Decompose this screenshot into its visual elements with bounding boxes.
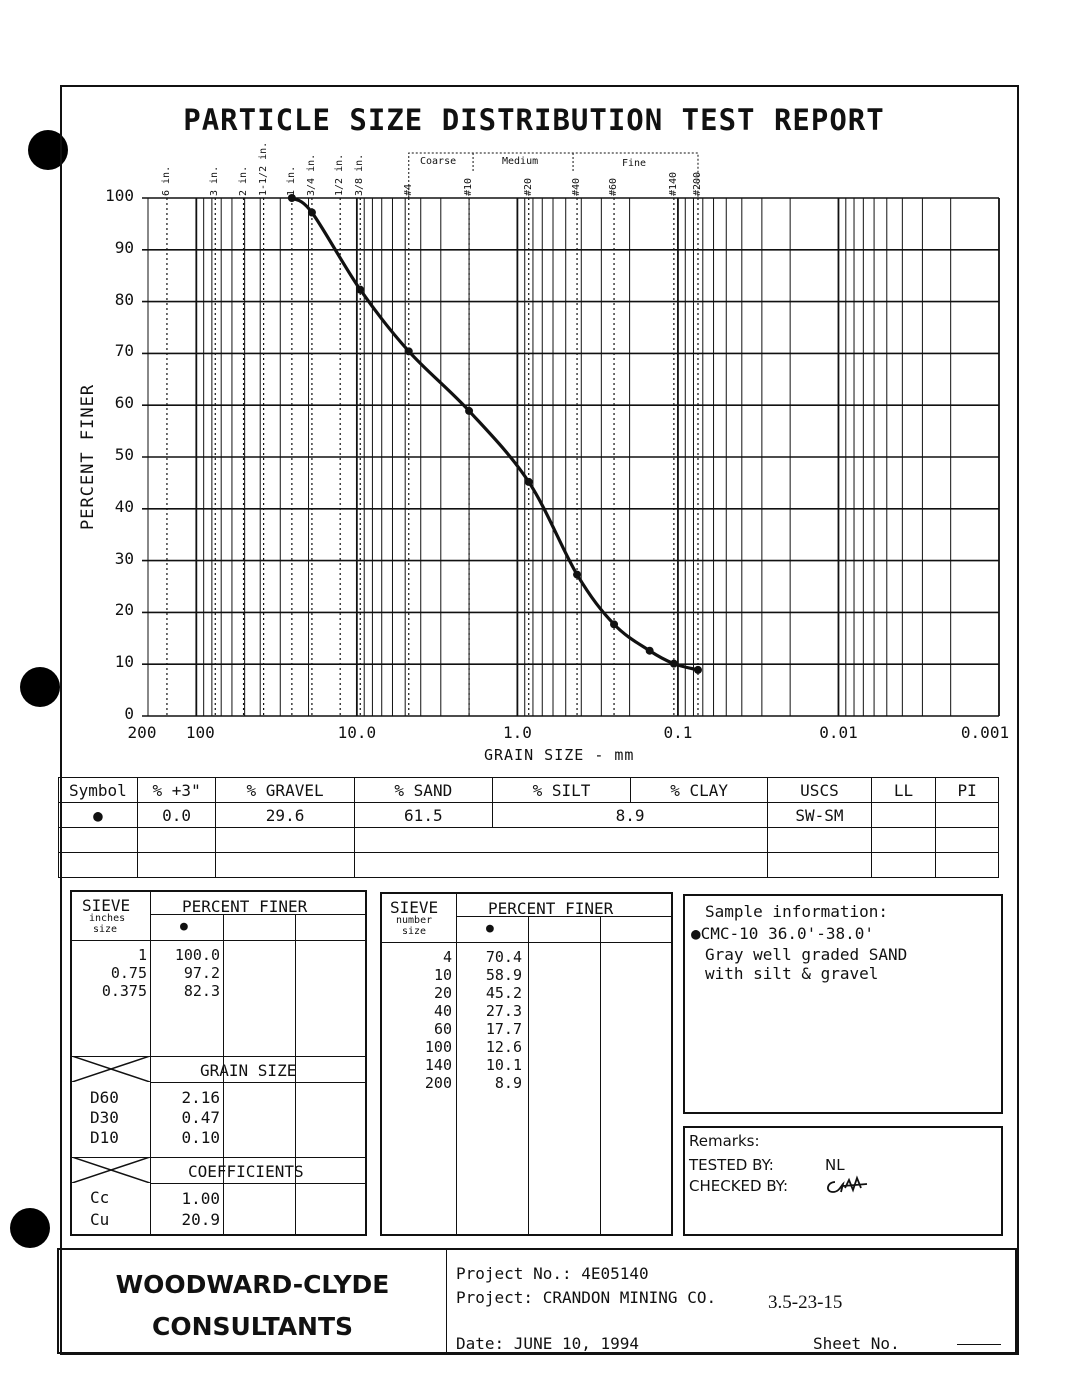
summary-empty-row <box>59 853 999 878</box>
sample-description-1: Gray well graded SAND <box>705 945 908 964</box>
summary-data-row <box>59 803 999 828</box>
sieve-subheader: number <box>396 915 433 926</box>
data-point <box>694 666 702 674</box>
number-percent-finer: 70.4 58.9 45.2 27.3 17.7 12.6 10.1 8.9 <box>485 948 522 1092</box>
sieve-label: #4 <box>402 183 414 196</box>
sieve-label: 3/4 in. <box>305 153 317 196</box>
sand-zone-coarse: Coarse <box>420 156 457 167</box>
summary-empty-row <box>59 828 999 853</box>
data-point <box>405 347 413 355</box>
sieve-subheader-size: size <box>93 924 118 935</box>
x-tick-label: 0.001 <box>960 723 1010 742</box>
sample-description-2: with silt & gravel <box>705 964 879 983</box>
x-tick-label: 200 <box>127 723 157 742</box>
coefficients-header: COEFFICIENTS <box>188 1162 304 1181</box>
data-point <box>356 286 364 294</box>
y-tick-label: 70 <box>114 341 134 361</box>
row-gravel: 29.6 <box>216 803 354 828</box>
sieve-label: #140 <box>667 171 679 196</box>
x-axis-label: GRAIN SIZE - mm <box>484 746 635 764</box>
series-symbol: ● <box>180 919 188 934</box>
percent-finer-header: PERCENT FINER <box>182 897 308 916</box>
x-tick-label: 1.0 <box>502 723 532 742</box>
y-tick-label: 30 <box>114 548 134 568</box>
sieve-header: SIEVE <box>82 896 131 915</box>
d10-label: D10 <box>90 1128 119 1147</box>
row-sand: 61.5 <box>354 803 492 828</box>
sieve-header: SIEVE <box>390 898 439 917</box>
company-name-line1: WOODWARD-CLYDE <box>115 1270 390 1299</box>
header-sand: % SAND <box>354 778 492 803</box>
inch-sizes: 1 0.75 0.375 <box>101 946 147 1000</box>
x-tick-label: 100 <box>185 723 215 742</box>
checked-by-label: CHECKED BY: <box>689 1177 789 1195</box>
report-date: Date: JUNE 10, 1994 <box>456 1334 640 1353</box>
sieve-label: 1/2 in. <box>334 153 346 196</box>
row-pi <box>936 803 999 828</box>
y-tick-label: 100 <box>105 186 134 205</box>
data-point <box>670 660 678 668</box>
sieve-label: 6 in. <box>160 165 172 196</box>
header-symbol: Symbol <box>59 778 138 803</box>
d30-label: D30 <box>90 1108 119 1127</box>
y-tick-label: 60 <box>114 393 134 413</box>
sieve-label: #10 <box>463 177 475 196</box>
sand-zone-fine: Fine <box>622 158 647 169</box>
company-name-line2: CONSULTANTS <box>151 1312 354 1341</box>
sieve-label: 1 in. <box>285 165 297 196</box>
project-name: Project: CRANDON MINING CO. <box>456 1288 717 1307</box>
sieve-inches-panel <box>70 890 367 1236</box>
report-title: PARTICLE SIZE DISTRIBUTION TEST REPORT <box>183 103 885 137</box>
y-tick-label: 80 <box>114 289 134 309</box>
y-tick-label: 0 <box>124 704 134 723</box>
number-sizes: 4 10 20 40 60 100 140 200 <box>424 948 452 1092</box>
summary-header-row <box>59 778 999 803</box>
cross-box-coef <box>72 1157 150 1183</box>
handwritten-reference: 3.5-23-15 <box>768 1292 843 1313</box>
tested-by-value: NL <box>825 1156 845 1174</box>
data-point <box>525 478 533 486</box>
header-clay: % CLAY <box>631 778 768 803</box>
y-tick-label: 20 <box>114 600 134 620</box>
sieve-number-panel <box>380 892 673 1236</box>
sheet-number-line <box>957 1344 1001 1345</box>
sieve-label: 3/8 in. <box>354 153 366 196</box>
row-symbol: ● <box>59 803 138 828</box>
header-silt: % SILT <box>492 778 630 803</box>
header-plus3: % +3" <box>137 778 216 803</box>
y-tick-label: 10 <box>114 652 134 672</box>
x-tick-label: 0.01 <box>819 723 858 742</box>
sieve-label: #20 <box>522 177 534 196</box>
sample-info-header: Sample information: <box>705 902 889 921</box>
sand-zone-medium: Medium <box>502 156 539 167</box>
d-values: 2.16 0.47 0.10 <box>181 1088 220 1147</box>
checker-signature <box>821 1174 871 1198</box>
header-ll: LL <box>871 778 936 803</box>
sieve-label: 1-1/2 in. <box>257 141 269 196</box>
c-values: 1.00 20.9 <box>181 1189 220 1229</box>
y-axis-label: PERCENT FINER <box>78 383 98 530</box>
sample-info-panel <box>683 894 1003 1114</box>
data-point <box>308 209 316 217</box>
sieve-label: 3 in. <box>209 165 221 196</box>
sieve-label: #40 <box>571 177 583 196</box>
inch-percent-finer: 100.0 97.2 82.3 <box>174 946 220 1000</box>
header-uscs: USCS <box>768 778 871 803</box>
y-tick-label: 50 <box>114 445 134 464</box>
sieve-subheader: inches <box>89 913 126 924</box>
grain-size-header: GRAIN SIZE <box>200 1061 297 1080</box>
data-point <box>646 647 654 655</box>
y-tick-label: 40 <box>114 496 134 516</box>
header-gravel: % GRAVEL <box>216 778 354 803</box>
sieve-label: #60 <box>608 177 620 196</box>
row-plus3: 0.0 <box>137 803 216 828</box>
tested-by-label: TESTED BY: <box>689 1156 774 1174</box>
row-ll <box>871 803 936 828</box>
sieve-label: #200 <box>691 171 703 196</box>
remarks-panel <box>683 1126 1003 1236</box>
cc-label: Cc <box>90 1188 110 1207</box>
series-line <box>292 198 698 670</box>
x-tick-label: 0.1 <box>663 723 693 742</box>
sheet-number: Sheet No. <box>813 1334 900 1353</box>
cross-box-grain <box>72 1056 150 1082</box>
sieve-subheader-size: size <box>402 926 427 937</box>
sample-id: ●CMC-10 36.0'-38.0' <box>691 924 875 943</box>
cu-label: Cu <box>90 1210 110 1229</box>
footer <box>57 1248 1017 1354</box>
project-number: Project No.: 4E05140 <box>456 1264 649 1283</box>
x-tick-label: 10.0 <box>337 723 377 742</box>
binder-hole-bottom <box>10 1208 50 1248</box>
percent-finer-header: PERCENT FINER <box>488 899 614 918</box>
series-symbol: ● <box>486 921 494 936</box>
summary-table <box>58 777 999 878</box>
header-pi: PI <box>936 778 999 803</box>
data-point <box>573 571 581 579</box>
row-silt-clay: 8.9 <box>492 803 767 828</box>
data-point <box>610 620 618 628</box>
y-tick-label: 90 <box>114 237 134 257</box>
sieve-label: 2 in. <box>237 165 249 196</box>
d60-label: D60 <box>90 1088 119 1107</box>
row-uscs: SW-SM <box>768 803 871 828</box>
remarks-header: Remarks: <box>689 1132 760 1150</box>
data-point <box>465 407 473 415</box>
